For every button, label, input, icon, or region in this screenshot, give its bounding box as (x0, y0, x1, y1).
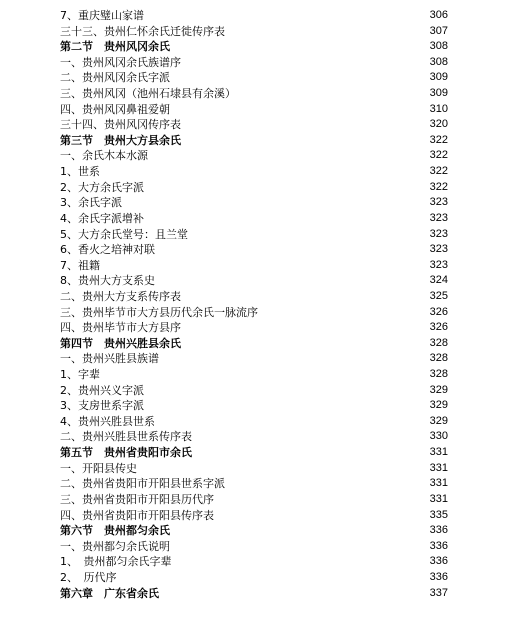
toc-entry-title: 2、 历代序 (60, 570, 117, 584)
toc-entry-page-number: 331 (429, 461, 448, 474)
toc-entry-page-number: 330 (429, 430, 448, 443)
toc-entry[interactable] (60, 414, 448, 430)
toc-entry[interactable] (60, 195, 448, 211)
toc-entry[interactable] (60, 24, 448, 40)
toc-entry-title: 2、贵州兴义字派 (60, 383, 144, 397)
toc-entry-title: 一、贵州风冈余氏族谱序 (60, 55, 181, 69)
toc-section-heading[interactable] (60, 39, 448, 55)
toc-entry-title: 四、贵州风冈鼻祖爱朝 (60, 102, 170, 116)
toc-entry-page-number: 309 (429, 87, 448, 100)
toc-entry-page-number: 329 (429, 414, 448, 427)
toc-entry[interactable] (60, 70, 448, 86)
toc-entry-title: 第四节 贵州兴胜县余氏 (60, 336, 181, 350)
toc-entry-page-number: 328 (429, 336, 448, 349)
toc-entry-title: 一、贵州兴胜县族谱 (60, 352, 159, 366)
toc-entry-title: 三十三、贵州仁怀余氏迁徙传序表 (60, 24, 225, 38)
toc-entry[interactable] (60, 55, 448, 71)
toc-entry[interactable] (60, 351, 448, 367)
toc-entry-title: 一、开阳县传史 (60, 461, 137, 475)
toc-entry[interactable] (60, 492, 448, 508)
toc-entry-page-number: 307 (429, 24, 448, 37)
toc-entry[interactable] (60, 508, 448, 524)
toc-entry[interactable] (60, 305, 448, 321)
toc-entry[interactable] (60, 398, 448, 414)
toc-entry-title: 三、贵州风冈（池州石埭县有余溪） (60, 87, 236, 101)
toc-entry-page-number: 306 (429, 9, 448, 21)
toc-entry-page-number: 323 (429, 243, 448, 256)
toc-entry[interactable] (60, 461, 448, 477)
toc-entry[interactable] (60, 164, 448, 180)
toc-entry-title: 一、贵州都匀余氏说明 (60, 539, 170, 553)
toc-entry-title: 四、贵州省贵阳市开阳县传序表 (60, 508, 214, 522)
toc-entry-page-number: 324 (429, 274, 448, 287)
toc-entry-title: 二、贵州兴胜县世系传序表 (60, 430, 192, 444)
toc-entry[interactable] (60, 554, 448, 570)
toc-entry-page-number: 331 (429, 446, 448, 459)
toc-entry[interactable] (60, 320, 448, 336)
toc-entry[interactable] (60, 476, 448, 492)
toc-entry-page-number: 323 (429, 227, 448, 240)
toc-entry-title: 7、重庆璧山家谱 (60, 9, 144, 22)
toc-entry-title: 第二节 贵州风冈余氏 (60, 40, 170, 54)
toc-entry-page-number: 308 (429, 55, 448, 68)
toc-entry-title: 1、字辈 (60, 368, 100, 382)
toc-entry[interactable] (60, 258, 448, 274)
toc-entry-title: 二、贵州风冈余氏字派 (60, 71, 170, 85)
toc-entry-title: 三、贵州省贵阳市开阳县历代序 (60, 492, 214, 506)
toc-entry-title: 第六章 广东省余氏 (60, 586, 159, 600)
toc-entry-page-number: 336 (429, 539, 448, 552)
toc-entry-title: 1、 贵州都匀余氏字辈 (60, 555, 172, 569)
toc-entry-page-number: 328 (429, 352, 448, 365)
toc-entry-page-number: 322 (429, 165, 448, 178)
toc-entry-page-number: 337 (429, 586, 448, 599)
toc-entry-page-number: 322 (429, 149, 448, 162)
toc-entry-title: 3、余氏字派 (60, 196, 122, 210)
toc-entry[interactable] (60, 148, 448, 164)
toc-entry[interactable] (60, 117, 448, 133)
toc-entry-page-number: 329 (429, 383, 448, 396)
toc-entry-title: 第三节 贵州大方县余氏 (60, 133, 181, 147)
toc-entry-page-number: 326 (429, 321, 448, 334)
toc-entry-page-number: 308 (429, 40, 448, 53)
toc-entry-title: 4、余氏字派增补 (60, 211, 144, 225)
toc-entry-page-number: 336 (429, 570, 448, 583)
toc-section-heading[interactable] (60, 336, 448, 352)
toc-entry-page-number: 335 (429, 508, 448, 521)
toc-section-heading[interactable] (60, 586, 448, 602)
toc-entry[interactable] (60, 86, 448, 102)
toc-entry-title: 三十四、贵州风冈传序表 (60, 118, 181, 132)
toc-entry-title: 7、祖籍 (60, 258, 100, 272)
toc-entry[interactable] (60, 570, 448, 586)
toc-entry-page-number: 336 (429, 524, 448, 537)
toc-entry-title: 8、贵州大方支系史 (60, 274, 155, 288)
toc-entry-title: 三、贵州毕节市大方县历代余氏一脉流序 (60, 305, 258, 319)
toc-entry-page-number: 331 (429, 477, 448, 490)
toc-entry[interactable] (60, 383, 448, 399)
toc-entry-page-number: 336 (429, 555, 448, 568)
toc-entry-title: 二、贵州省贵阳市开阳县世系字派 (60, 477, 225, 491)
toc-entry-page-number: 325 (429, 289, 448, 302)
toc-entry-title: 二、贵州大方支系传序表 (60, 289, 181, 303)
toc-entry-page-number: 329 (429, 399, 448, 412)
toc-entry-title: 第六节 贵州都匀余氏 (60, 524, 170, 538)
toc-entry-page-number: 323 (429, 258, 448, 271)
toc-entry-title: 1、世系 (60, 165, 100, 179)
toc-entry[interactable] (60, 289, 448, 305)
toc-entry-title: 3、支房世系字派 (60, 399, 144, 413)
toc-entry-page-number: 323 (429, 211, 448, 224)
toc-entry-page-number: 328 (429, 368, 448, 381)
toc-entry-title: 一、余氏木本水源 (60, 149, 148, 163)
toc-section-heading[interactable] (60, 445, 448, 461)
toc-entry-title: 四、贵州毕节市大方县序 (60, 321, 181, 335)
toc-entry-page-number: 326 (429, 305, 448, 318)
toc-entry-page-number: 322 (429, 133, 448, 146)
toc-entry[interactable] (60, 429, 448, 445)
toc-entry-title: 6、香火之培神对联 (60, 243, 155, 257)
toc-entry-title: 第五节 贵州省贵阳市余氏 (60, 446, 192, 460)
toc-entry-title: 5、大方余氏堂号：且兰堂 (60, 227, 188, 241)
toc-entry-page-number: 322 (429, 180, 448, 193)
toc-entry-title: 4、贵州兴胜县世系 (60, 414, 155, 428)
toc-entry-page-number: 323 (429, 196, 448, 209)
toc-entry[interactable] (60, 8, 448, 24)
toc-entry[interactable] (60, 242, 448, 258)
toc-entry-page-number: 310 (429, 102, 448, 115)
toc-entry[interactable] (60, 211, 448, 227)
toc-entry-page-number: 331 (429, 492, 448, 505)
toc-entry[interactable] (60, 539, 448, 555)
toc-entry-title: 2、大方余氏字派 (60, 180, 144, 194)
toc-entry-page-number: 320 (429, 118, 448, 131)
toc-entry-page-number: 309 (429, 71, 448, 84)
toc-entry[interactable] (60, 102, 448, 118)
toc-entry[interactable] (60, 367, 448, 383)
toc-entry[interactable] (60, 273, 448, 289)
toc-entry[interactable] (60, 227, 448, 243)
toc-section-heading[interactable] (60, 133, 448, 149)
toc-section-heading[interactable] (60, 523, 448, 539)
toc-entry[interactable] (60, 180, 448, 196)
table-of-contents (60, 8, 448, 601)
